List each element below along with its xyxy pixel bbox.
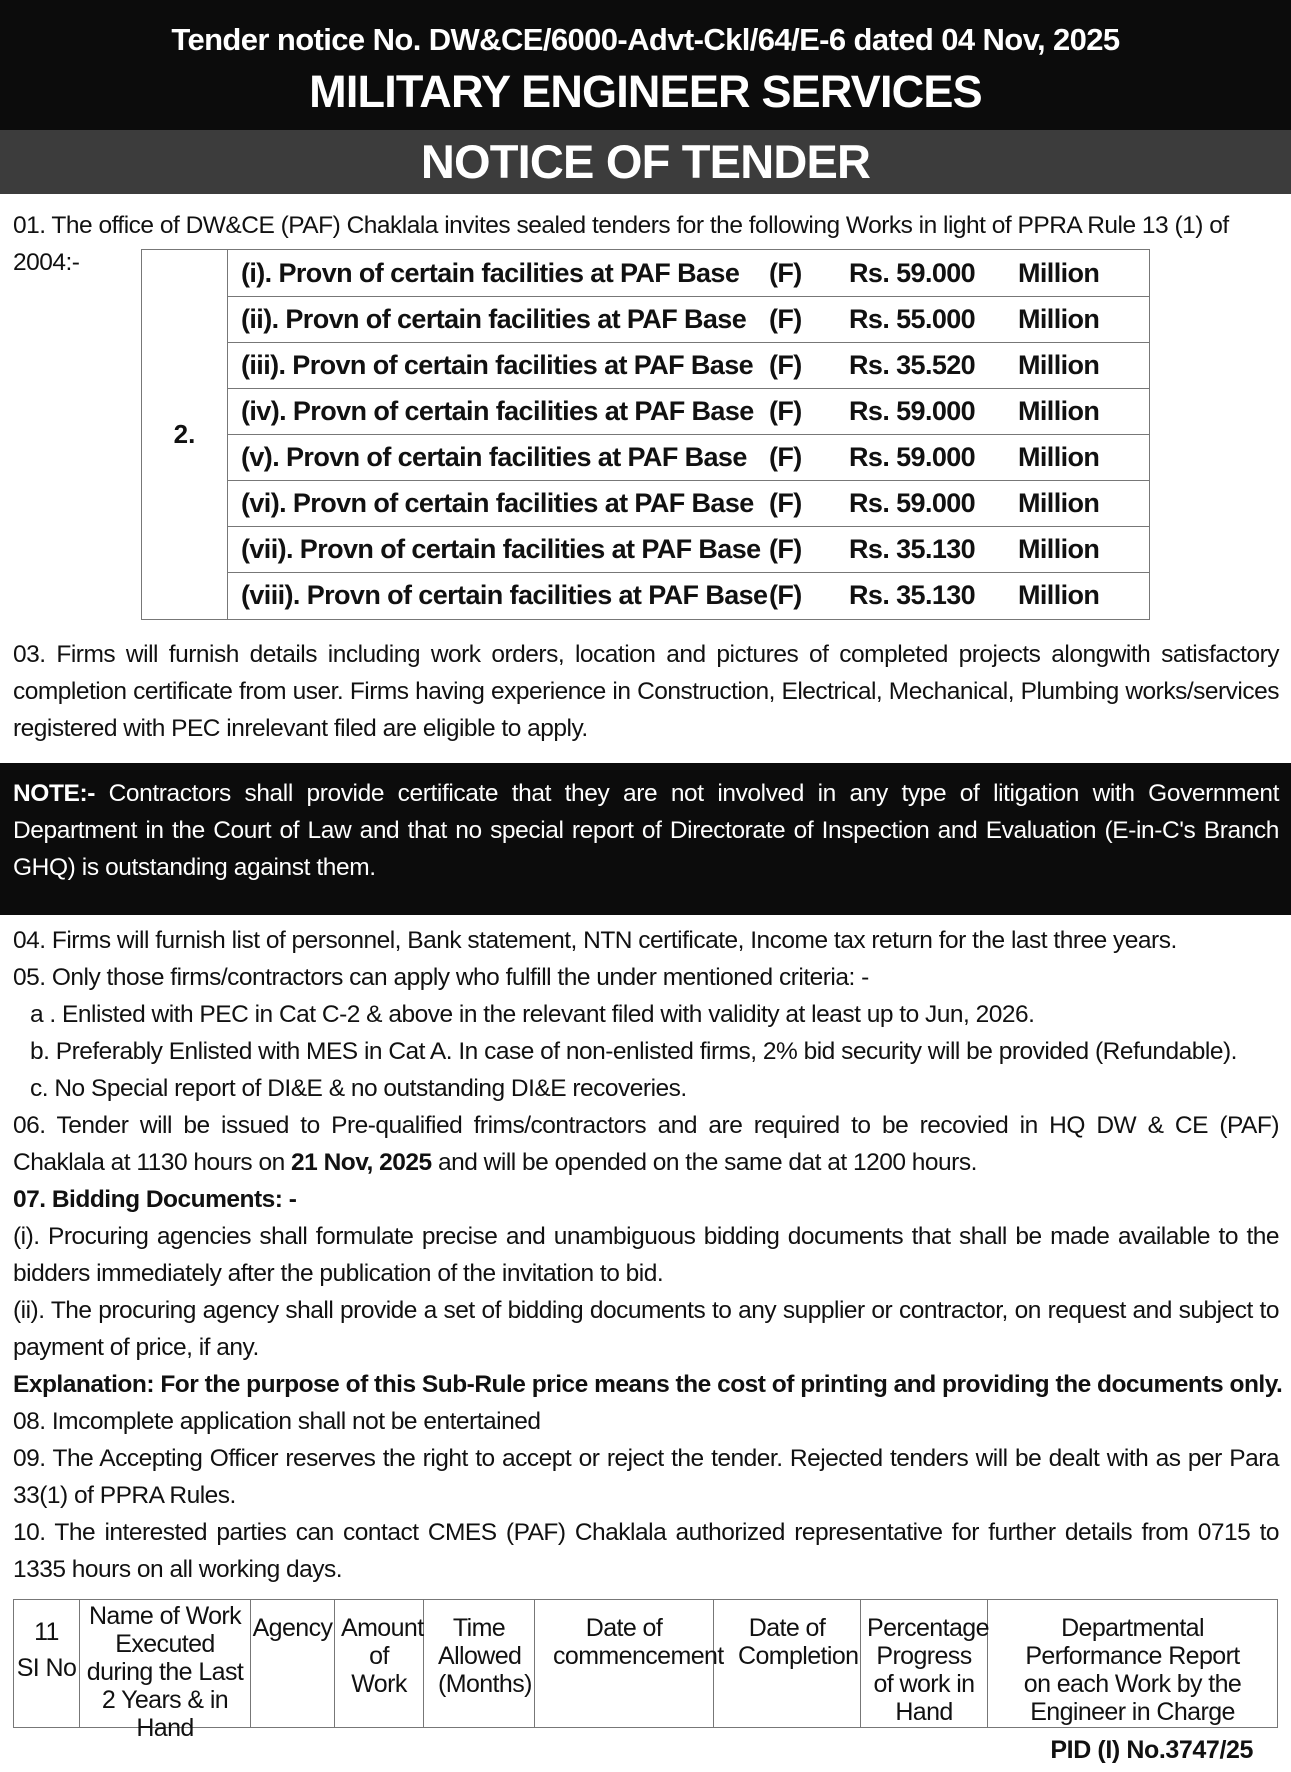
para-04: 04. Firms will furnish list of personnel, Bank statement, NTN certificate, Income tax return for the last three years. — [13, 927, 1177, 954]
note-label: NOTE:- — [13, 780, 95, 807]
work-name: (ii). Provn of certain facilities at PAF Base — [241, 304, 747, 334]
para-06-date: 21 Nov, 2025 — [291, 1149, 432, 1176]
para-06 — [13, 1107, 1279, 1181]
col-date-of-commencement: Date of commencement — [535, 1600, 714, 1727]
work-amount: Rs. 59.000 — [849, 488, 976, 518]
work-flag: (F) — [769, 396, 802, 426]
works-table — [141, 249, 1150, 620]
work-unit: Million — [1018, 258, 1100, 288]
work-unit: Million — [1018, 488, 1100, 518]
para-06-pre: 06. Tender will be issued to Pre-qualified frims/contractors and are required to be recovied in HQ DW & CE (PAF) Chaklala at 1130 hours on — [13, 1112, 1279, 1176]
para-10: 10. The interested parties can contact CMES (PAF) Chaklala authorized representative for further details from 0715 to 1335 hours on all working days. — [13, 1519, 1279, 1583]
work-amount: Rs. 59.000 — [849, 396, 976, 426]
work-amount: Rs. 59.000 — [849, 442, 976, 472]
para-09: 09. The Accepting Officer reserves the right to accept or reject the tender. Rejected tenders will be dealt with as per Para 33(1) of PPRA Rules. — [13, 1445, 1279, 1509]
col-name-of-work: Name of Work Executed during the Last 2 Years & in Hand — [80, 1600, 251, 1727]
table-row — [228, 480, 1149, 527]
table-row — [228, 250, 1149, 297]
work-name: (i). Provn of certain facilities at PAF Base — [241, 258, 740, 288]
table-number: 11 — [34, 1618, 59, 1646]
work-unit: Million — [1018, 442, 1100, 472]
work-flag: (F) — [769, 442, 802, 472]
col-amount: Amount of Work — [335, 1600, 424, 1727]
para-07-explanation: Explanation: For the purpose of this Sub-Rule price means the cost of printing and providing the documents only. — [13, 1371, 1283, 1398]
col-sl-no — [14, 1600, 80, 1727]
para-05: 05. Only those firms/contractors can apply who fulfill the under mentioned criteria: - — [13, 964, 869, 991]
work-amount: Rs. 35.130 — [849, 580, 976, 610]
works-item-number: 2. — [142, 250, 228, 619]
work-name: (vii). Provn of certain facilities at PAF Base — [241, 534, 761, 564]
table-row — [228, 296, 1149, 343]
para-05b: b. Preferably Enlisted with MES in Cat A. In case of non-enlisted firms, 2% bid security will be provided (Refundable). — [30, 1038, 1237, 1065]
para-07-i: (i). Procuring agencies shall formulate precise and unambiguous bidding documents that shall be made available to the bidders immediately after the publication of the invitation to bid. — [13, 1223, 1279, 1287]
tender-notice-number: Tender notice No. DW&CE/6000-Advt-Ckl/64/E-6 dated 04 Nov, 2025 — [171, 22, 1120, 57]
note-text — [13, 775, 1279, 886]
work-unit: Million — [1018, 534, 1100, 564]
para-05c: c. No Special report of DI&E & no outstanding DI&E recoveries. — [30, 1075, 687, 1102]
work-name: (iv). Provn of certain facilities at PAF Base — [241, 396, 754, 426]
col-performance-report: Departmental Performance Report on each Work by the Engineer in Charge — [1023, 1614, 1242, 1726]
work-flag: (F) — [769, 580, 802, 610]
table-row — [228, 526, 1149, 573]
work-amount: Rs. 59.000 — [849, 258, 976, 288]
col-agency: Agency — [251, 1600, 335, 1727]
col-percentage-progress: Percentage Progress of work in Hand — [861, 1600, 988, 1727]
work-unit: Million — [1018, 304, 1100, 334]
pid-number: PID (I) No.3747/25 — [1050, 1736, 1253, 1764]
work-name: (vi). Provn of certain facilities at PAF Base — [241, 488, 754, 518]
work-flag: (F) — [769, 534, 802, 564]
para-07-ii: (ii). The procuring agency shall provide a set of bidding documents to any supplier or contractor, on request and subject to payment of price, if any. — [13, 1297, 1279, 1361]
work-name: (viii). Provn of certain facilities at PAF Base — [241, 580, 768, 610]
notice-title: NOTICE OF TENDER — [0, 130, 1291, 194]
note-body: Contractors shall provide certificate that they are not involved in any type of litigation with Government Department in the Court of Law and that no special report of Directorate of Inspection and Evaluation (E-in-C's Branch GHQ) is outstanding against them. — [13, 780, 1279, 881]
header — [0, 0, 1291, 130]
work-flag: (F) — [769, 350, 802, 380]
organization-title: MILITARY ENGINEER SERVICES — [309, 66, 982, 117]
col-date-of-completion: Date of Completion — [714, 1600, 861, 1727]
para-01: 01. The office of DW&CE (PAF) Chaklala invites sealed tenders for the following Works in light of PPRA Rule 13 (1) of 2004:- — [13, 212, 1229, 276]
work-name: (v). Provn of certain facilities at PAF Base — [241, 442, 747, 472]
table-row — [228, 434, 1149, 481]
note-box — [0, 763, 1291, 915]
table-row — [228, 342, 1149, 389]
work-flag: (F) — [769, 258, 802, 288]
para-03: 03. Firms will furnish details including work orders, location and pictures of completed projects alongwith satisfactory completion certificate from user. Firms having experience in Construction, Electrical, Mechanical, Plumbing works/services registered with PEC inrelevant filed are eligible to apply. — [13, 641, 1279, 742]
works-history-table — [13, 1599, 1278, 1742]
work-flag: (F) — [769, 304, 802, 334]
para-07-title: 07. Bidding Documents: - — [13, 1186, 297, 1213]
table-row — [228, 572, 1149, 618]
work-flag: (F) — [769, 488, 802, 518]
para-08: 08. Imcomplete application shall not be entertained — [13, 1408, 541, 1435]
work-amount: Rs. 35.520 — [849, 350, 976, 380]
col-time-allowed: Time Allowed (Months) — [424, 1600, 535, 1727]
para-05a: a . Enlisted with PEC in Cat C-2 & above in the relevant filed with validity at least up to Jun, 2026. — [30, 1001, 1035, 1028]
work-amount: Rs. 55.000 — [849, 304, 976, 334]
work-unit: Million — [1018, 350, 1100, 380]
sl-no-header: SI No — [16, 1654, 77, 1682]
work-name: (iii). Provn of certain facilities at PAF Base — [241, 350, 754, 380]
para-06-post: and will be opended on the same dat at 1200 hours. — [431, 1149, 977, 1176]
table-row — [228, 388, 1149, 435]
work-amount: Rs. 35.130 — [849, 534, 976, 564]
work-unit: Million — [1018, 396, 1100, 426]
work-unit: Million — [1018, 580, 1100, 610]
